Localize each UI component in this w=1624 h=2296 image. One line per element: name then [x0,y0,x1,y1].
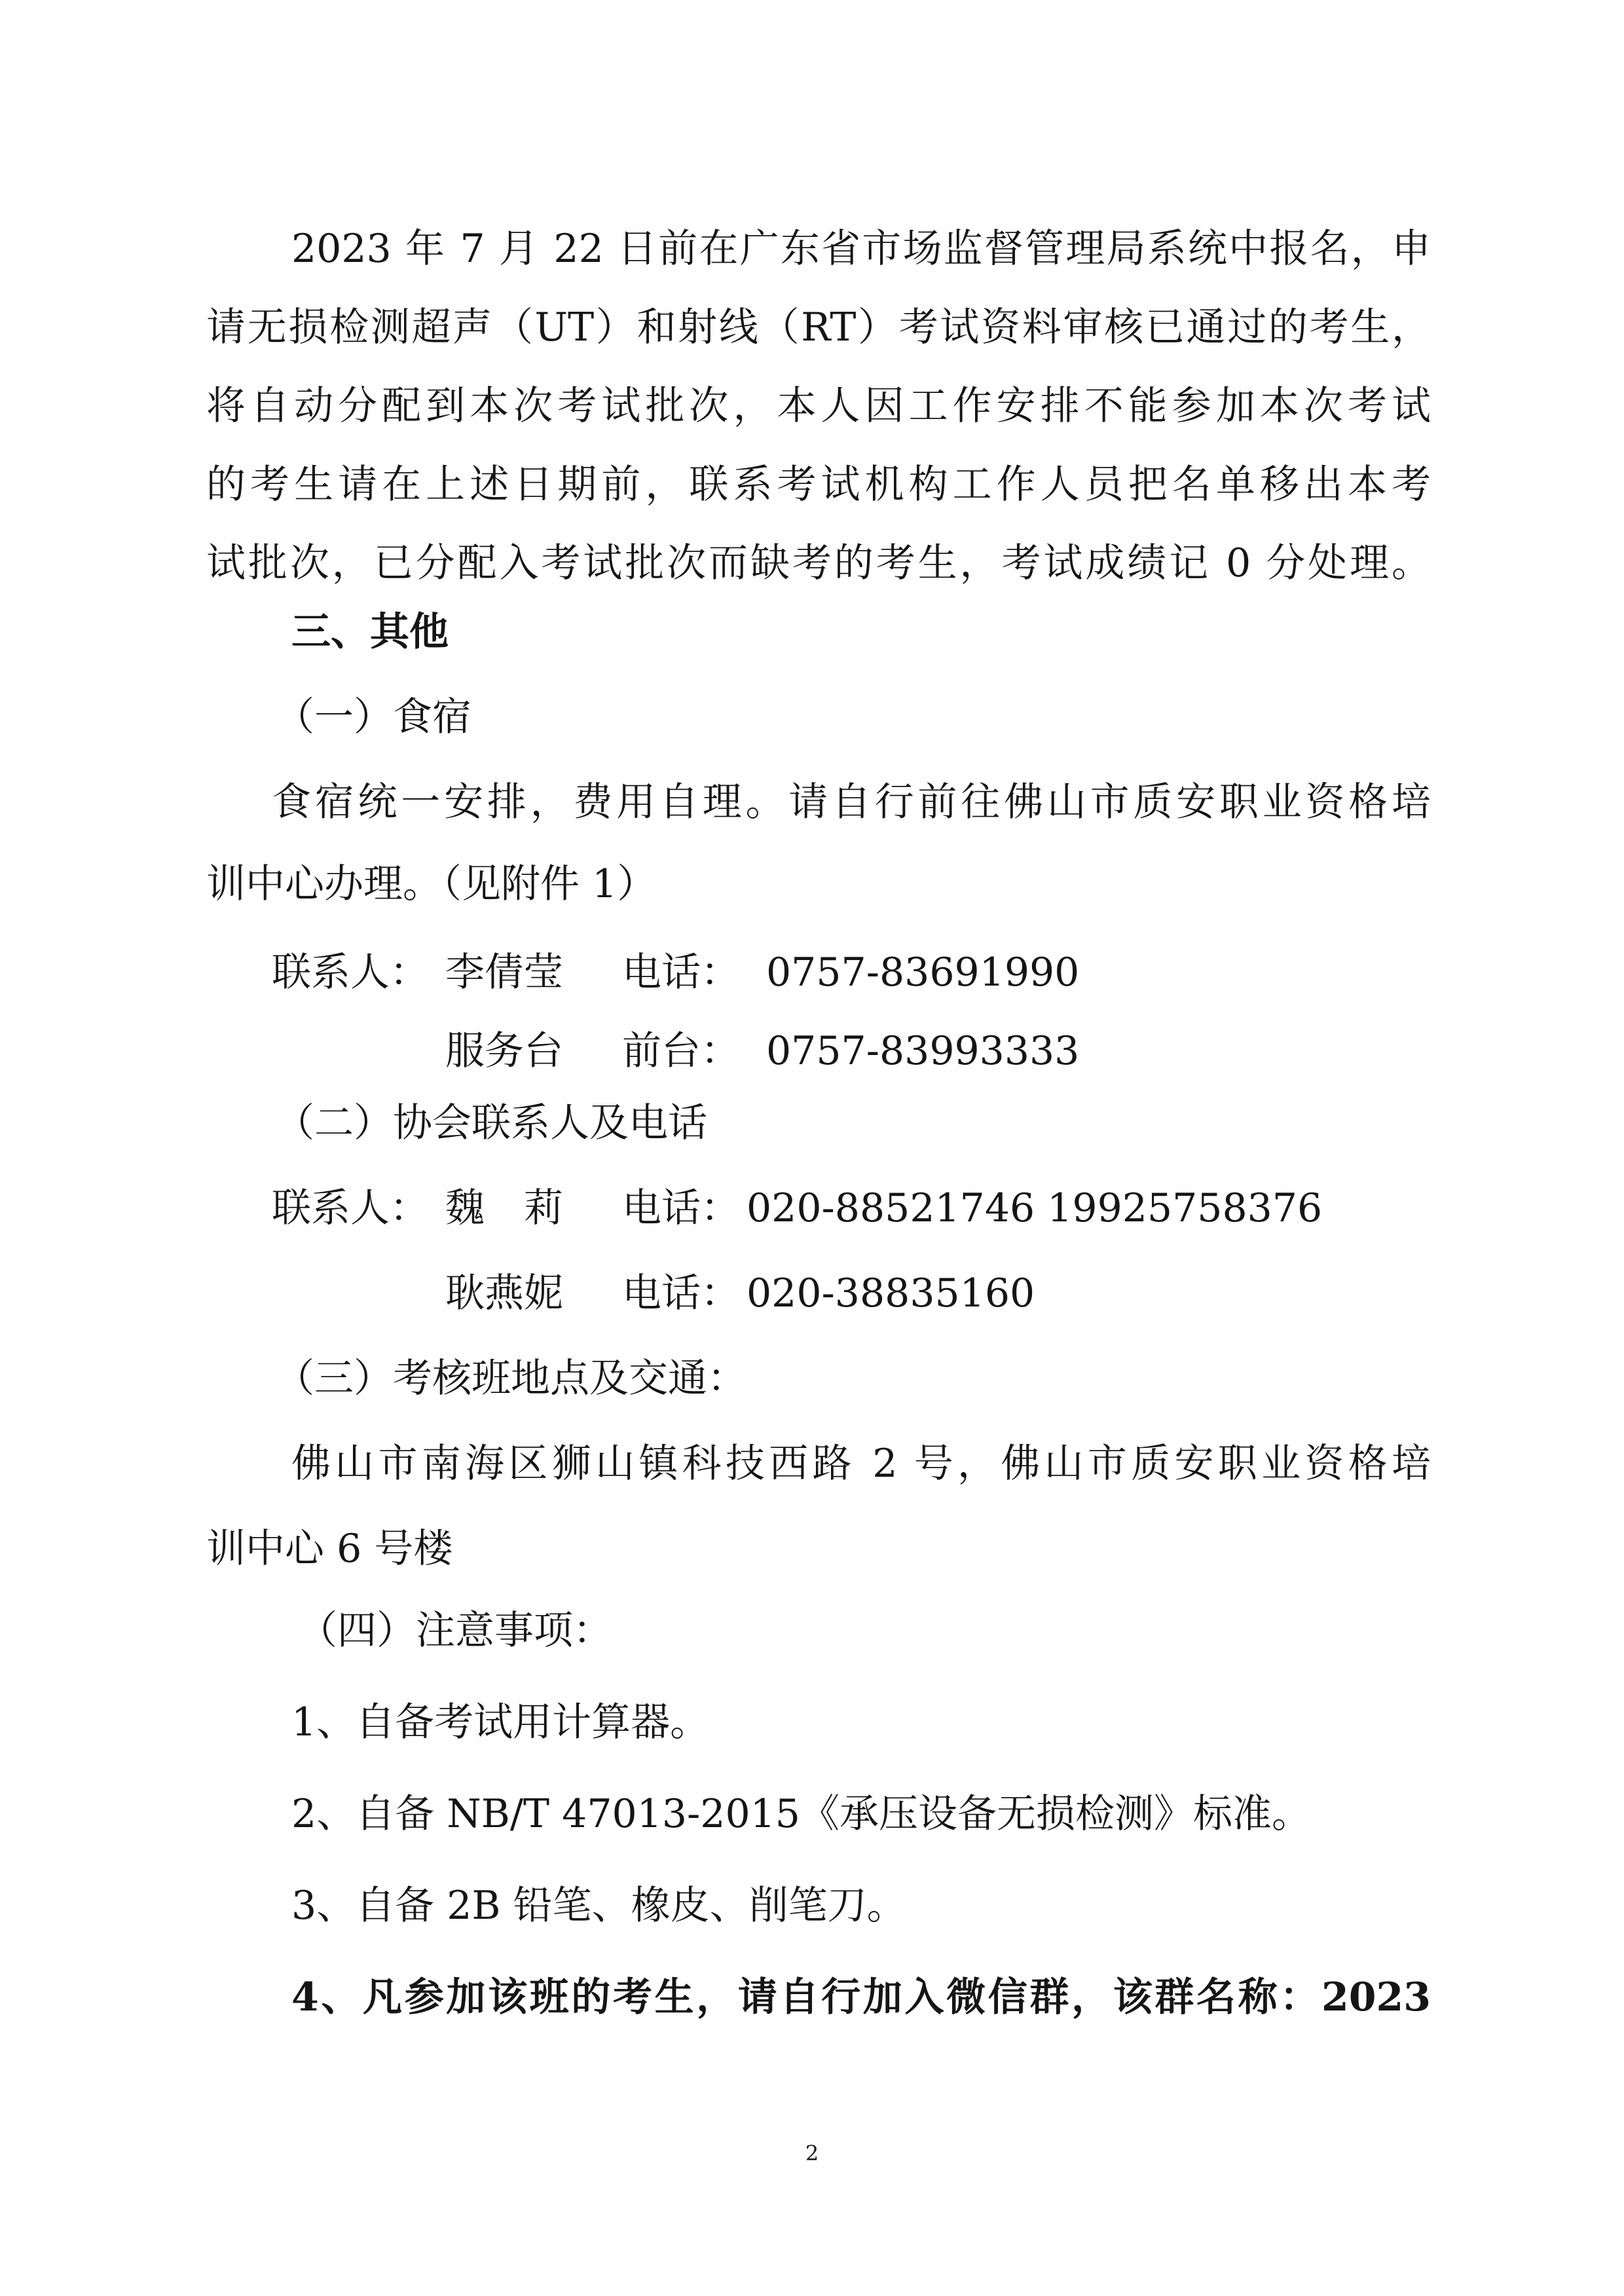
contact-label: 联系人： [272,1185,429,1231]
phone-number: 0757-83691990 [766,950,1080,995]
phone-label: 电话： [622,950,740,995]
phone-number: 020-88521746 19925758376 [747,1185,1323,1231]
phone-label: 前台： [622,1028,740,1074]
contact-name: 魏 莉 [445,1185,563,1231]
phone-label: 电话： [622,1270,740,1316]
address-line-2: 训中心 6 号楼 [206,1526,453,1572]
section-heading-other: 三、其他 [291,609,449,655]
lodging-line-1: 食宿统一安排，费用自理。请自行前往佛山市质安职业资格培 [272,779,1431,825]
subheading-association-contacts: （二）协会联系人及电话 [275,1100,707,1146]
contact-name: 服务台 [445,1028,563,1074]
note-item-4: 4、凡参加该班的考生，请自行加入微信群，该群名称：2023 [291,1974,1431,2020]
phone-number: 0757-83993333 [766,1028,1080,1074]
page-number: 2 [805,2141,819,2166]
phone-number: 020-38835160 [747,1270,1035,1316]
address-line-1: 佛山市南海区狮山镇科技西路 2 号，佛山市质安职业资格培 [291,1441,1431,1487]
paragraph-line-2: 请无损检测超声（UT）和射线（RT）考试资料审核已通过的考生， [206,305,1431,350]
contact-name: 耿燕妮 [445,1270,563,1316]
note-item-1: 1、自备考试用计算器。 [291,1699,710,1745]
paragraph-line-3: 将自动分配到本次考试批次，本人因工作安排不能参加本次考试 [206,383,1431,429]
note-item-2: 2、自备 NB/T 47013-2015《承压设备无损检测》标准。 [291,1791,1311,1837]
contact-label: 联系人： [272,950,429,995]
lodging-line-2: 训中心办理。（见附件 1） [206,861,657,907]
subheading-lodging: （一）食宿 [275,694,471,740]
note-item-3: 3、自备 2B 铅笔、橡皮、削笔刀。 [291,1883,906,1929]
contact-name: 李倩莹 [445,950,563,995]
subheading-venue: （三）考核班地点及交通： [275,1356,747,1401]
subheading-notes: （四）注意事项： [298,1608,612,1654]
paragraph-line-4: 的考生请在上述日期前，联系考试机构工作人员把名单移出本考 [206,462,1431,508]
paragraph-line-5: 试批次，已分配入考试批次而缺考的考生，考试成绩记 0 分处理。 [206,540,1431,586]
phone-label: 电话： [622,1185,740,1231]
paragraph-line-1: 2023 年 7 月 22 日前在广东省市场监督管理局系统中报名，申 [291,226,1431,272]
